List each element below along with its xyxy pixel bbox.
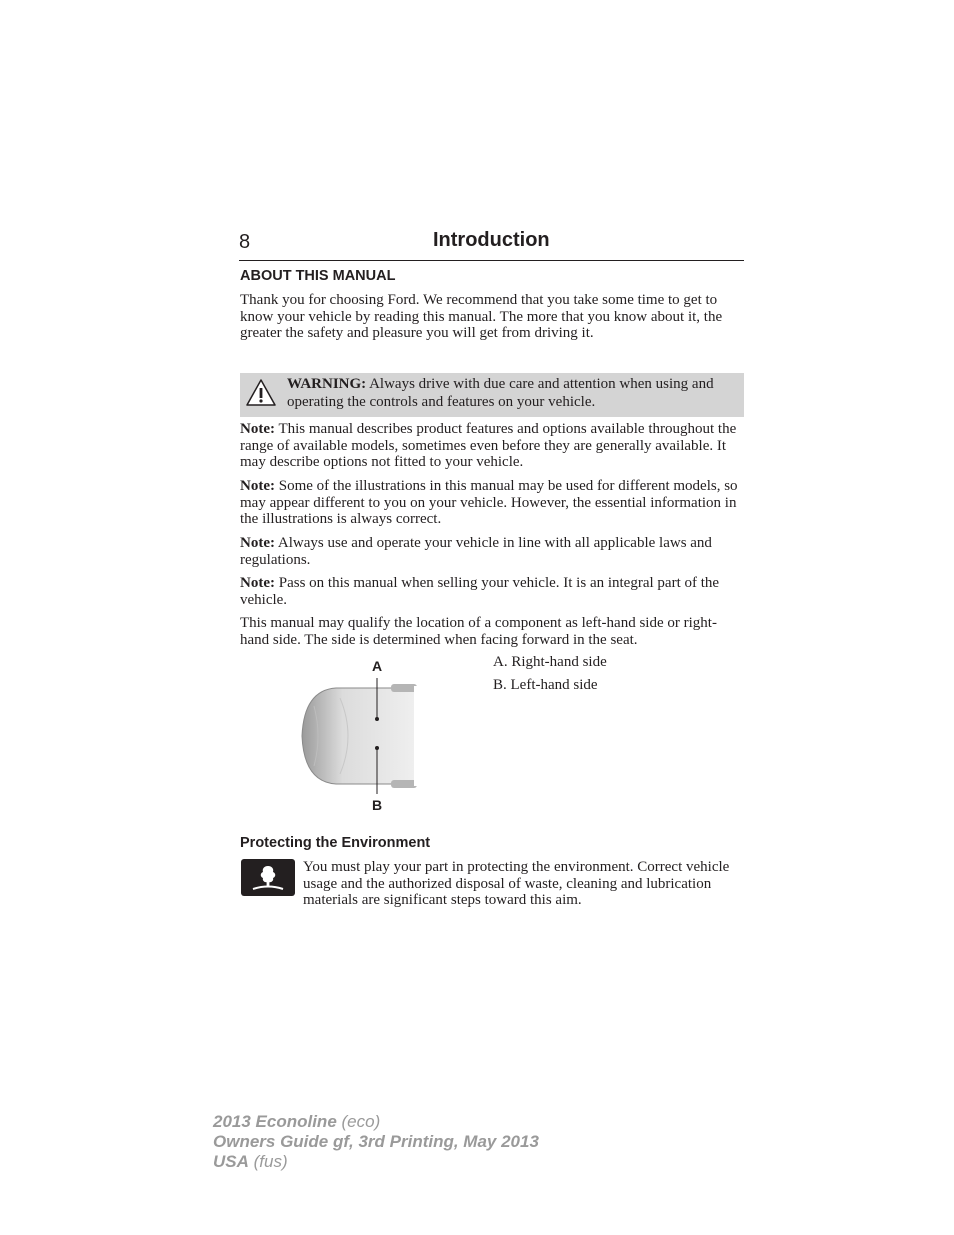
callout-b: B [371, 797, 383, 813]
note-text: Pass on this manual when selling your vehicle. It is an integral part of the vehicle. [240, 575, 720, 608]
footer-line-3 [213, 1152, 539, 1172]
environment-paragraph: You must play your part in protecting the environment. Correct vehicle usage and the authorized disposal of waste, cleaning and lubrication materials are significant steps toward this aim. [303, 859, 730, 908]
warning-triangle-icon [245, 378, 277, 408]
section-heading-environment: Protecting the Environment [240, 835, 431, 851]
footer-model-code: (eco) [336, 1112, 381, 1131]
footer-printing: Owners Guide gf, 3rd Printing, May 2013 [213, 1132, 539, 1151]
note-1 [240, 421, 745, 471]
note-2 [240, 478, 745, 528]
page-number: 8 [239, 231, 251, 253]
section-heading-about: ABOUT THIS MANUAL [240, 268, 396, 284]
chapter-title: Introduction [433, 229, 550, 251]
note-text: Some of the illustrations in this manual may be used for different models, so may appear different to you on your vehicle. However, the essential information in the illustrations is always correct. [240, 478, 738, 527]
warning-box [240, 373, 744, 417]
intro-paragraph: Thank you for choosing Ford. We recommend that you take some time to get to know your vehicle by reading this manual. The more that you know about it, the greater the safety and pleasure you will get from driving it. [240, 292, 723, 341]
note-3 [240, 535, 745, 568]
sides-paragraph: This manual may qualify the location of a component as left-hand side or right-hand side. The side is determined when facing forward in the seat. [240, 615, 717, 648]
warning-label: WARNING: [287, 376, 367, 392]
car-top-view-illustration [296, 656, 426, 818]
warning-text [287, 375, 737, 411]
footer-model: 2013 Econoline [213, 1112, 337, 1131]
note-label: Note: [240, 421, 275, 437]
page-header [239, 228, 744, 261]
note-label: Note: [240, 575, 275, 591]
note-label: Note: [240, 535, 275, 551]
page-footer [213, 1112, 539, 1172]
note-text: Always use and operate your vehicle in line with all applicable laws and regulations. [240, 535, 712, 568]
callout-a: A [371, 658, 383, 674]
footer-line-1 [213, 1112, 539, 1132]
note-label: Note: [240, 478, 275, 494]
footer-market: USA [213, 1152, 249, 1171]
warning-body: Always drive with due care and attention when using and operating the controls and features on your vehicle. [287, 376, 714, 410]
note-text: This manual describes product features and options available throughout the range of available models, sometimes even before they are generally available. It may describe options not fitted to your vehicle. [240, 421, 737, 470]
legend-a: A. Right-hand side [493, 654, 607, 670]
environment-tree-icon [241, 859, 295, 896]
note-4 [240, 575, 745, 608]
footer-market-code: (fus) [248, 1152, 288, 1171]
legend-b: B. Left-hand side [493, 677, 598, 693]
footer-line-2 [213, 1132, 539, 1152]
